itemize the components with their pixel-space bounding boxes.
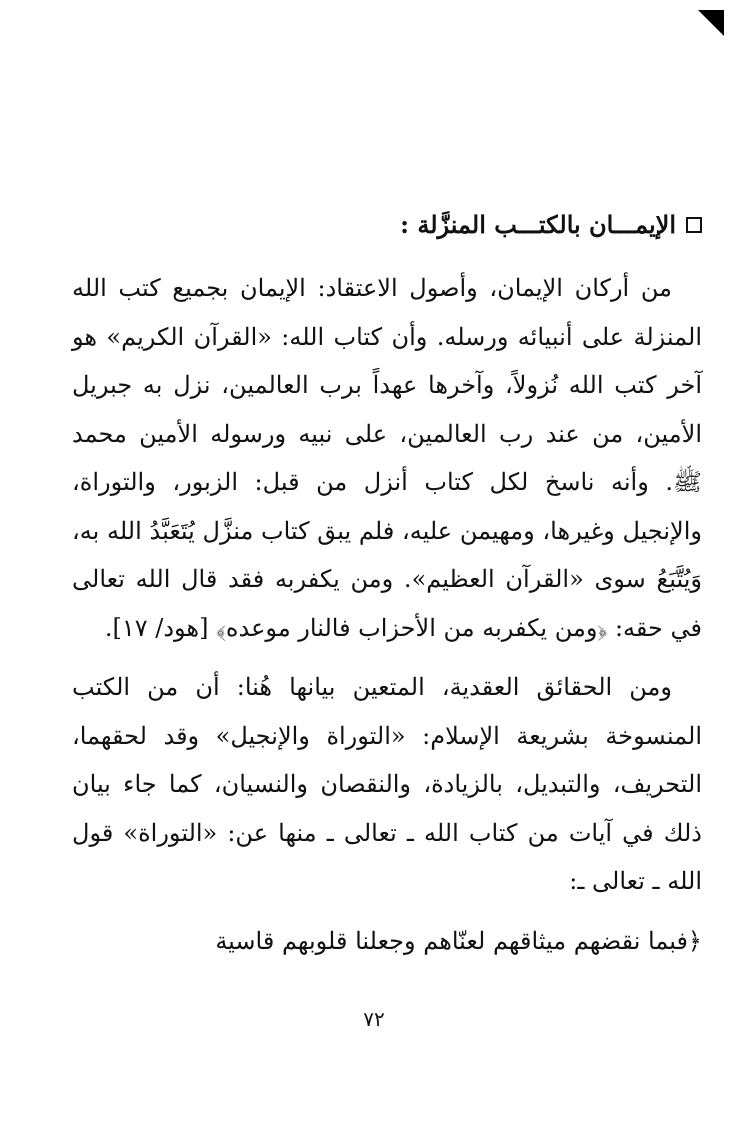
section-heading: [72, 200, 702, 250]
section-heading-text: الإيمـــان بالكتـــب المنزَّلة :: [400, 210, 676, 239]
page-number: ٧٢: [363, 1007, 385, 1031]
paragraph-2: ومن الحقائق العقدية، المتعين بيانها هُنا: أن من الكتب المنسوخة بشريعة الإسلام: «التوراة والإنجيل» وقد لحقهما، التحريف، والتبديل، بالزيادة، والنقصان والنسيان، كما جاء بيان ذلك في آيات من كتاب الله ـ تعالى ـ منها عن: «التوراة» قول الله ـ تعالى ـ:: [72, 673, 702, 895]
square-bullet-icon: [686, 217, 702, 233]
corner-triangle-mark: [698, 10, 724, 36]
paragraph-1: من أركان الإيمان، وأصول الاعتقاد: الإيمان بجميع كتب الله المنزلة على أنبيائه ورسله. وأن كتاب الله: «القرآن الكريم» هو آخر كتب الله نُزولاً، وآخرها عهداً برب العالمين، نزل به جبريل الأمين، من عند رب العالمين، على نبيه ورسوله الأمين محمد ﷺ. وأنه ناسخ لكل كتاب أنزل من قبل: الزبور، والتوراة، والإنجيل وغيرها، ومهيمن عليه، فلم يبق كتاب منزَّل يُتَعَبَّدُ الله به، وَيُتَّبَعُ سوى «القرآن العظيم». ومن يكفربه فقد قال الله تعالى في حقه: ﴿ومن يكفربه من الأحزاب فالنار موعده﴾ [هود/ ١٧].: [72, 274, 702, 642]
page-body: [72, 200, 702, 965]
paragraph-3-quran-verse: ﴿فبما نقضهم ميثاقهم لعنّاهم وجعلنا قلوبهم قاسية: [215, 926, 702, 955]
